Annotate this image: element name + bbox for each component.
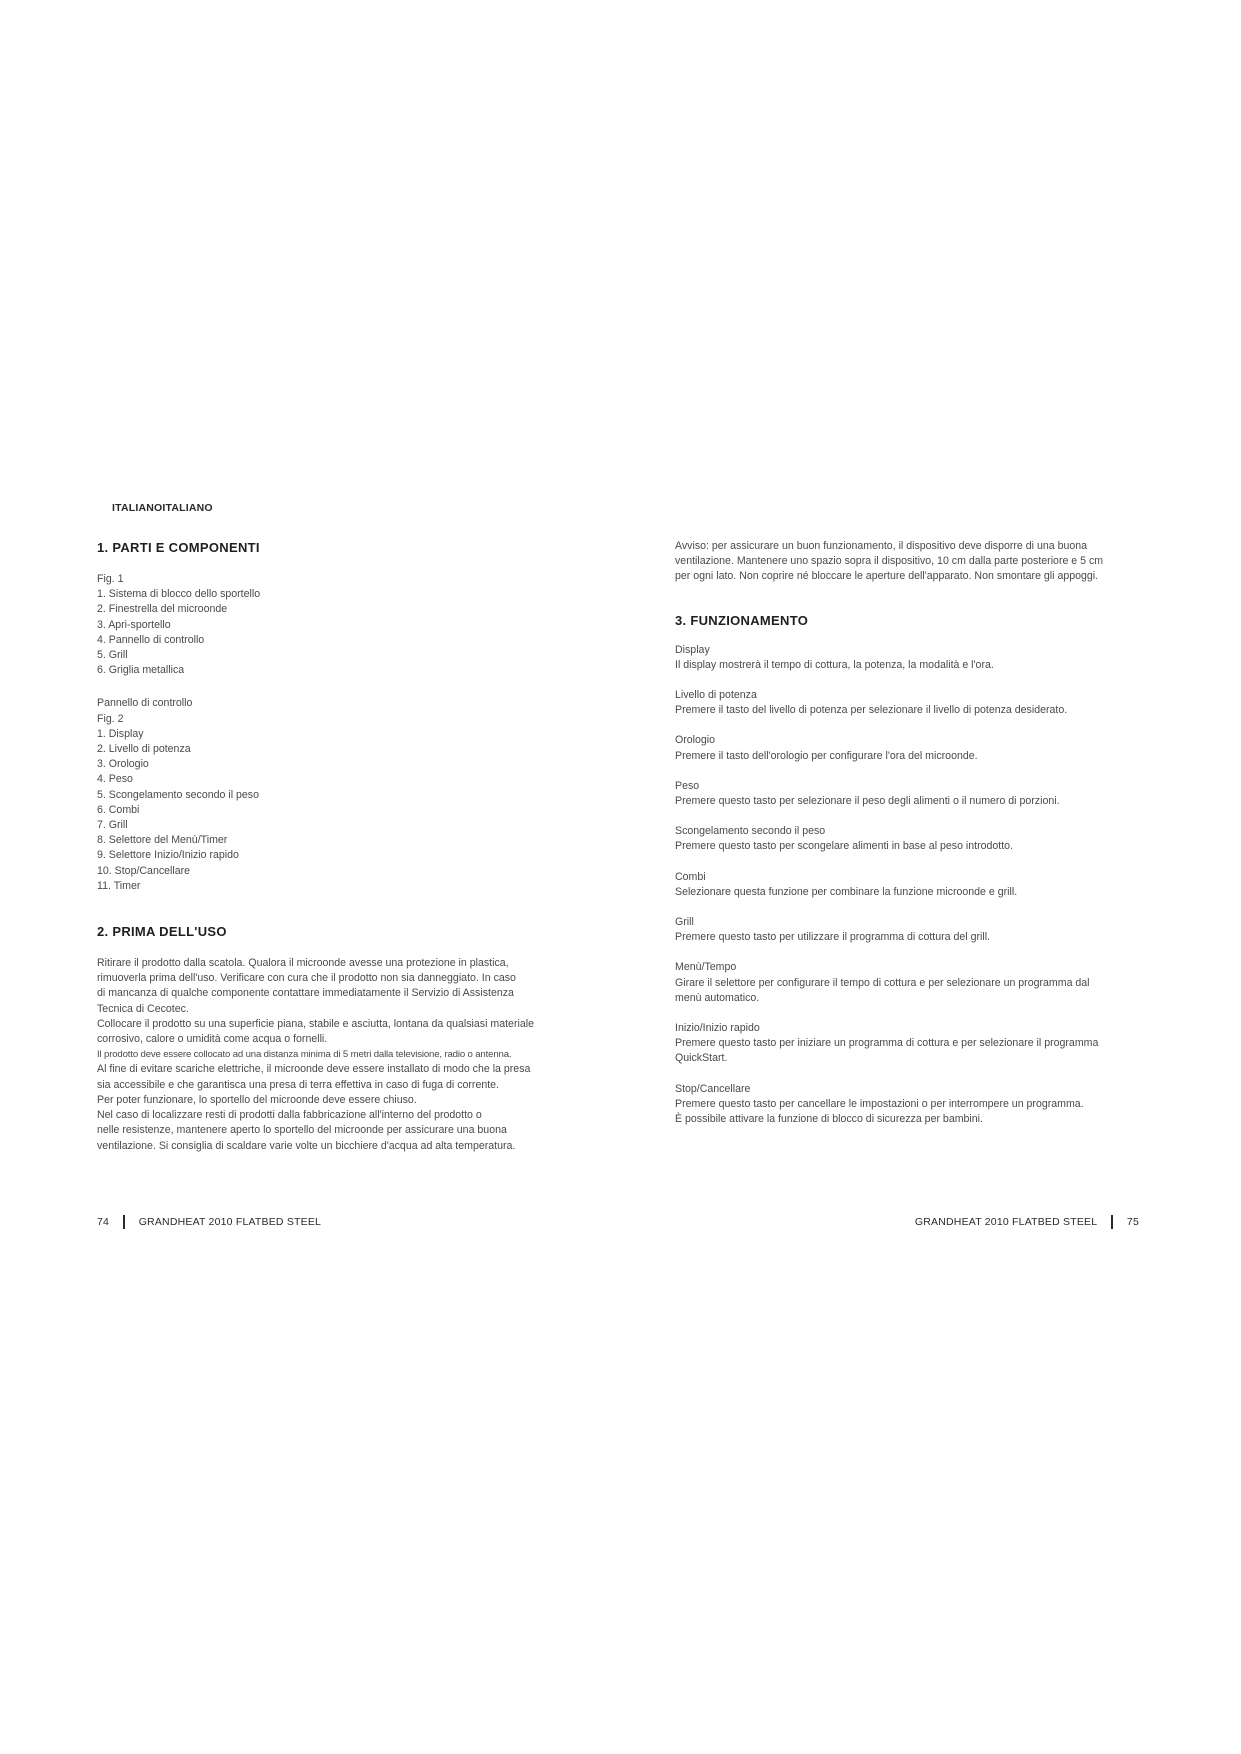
text-line: Nel caso di localizzare resti di prodotti dalla fabbricazione all'interno del prodotto o	[97, 1109, 482, 1122]
function-entry	[675, 824, 1145, 854]
list-item: 5. Scongelamento secondo il peso	[97, 788, 259, 801]
function-entry	[675, 870, 1145, 900]
list-item: 3. Orologio	[97, 758, 149, 771]
list-item: 4. Peso	[97, 773, 133, 786]
section-title-prima-uso: 2. PRIMA DELL'USO	[97, 924, 227, 940]
function-entry	[675, 733, 1145, 763]
parts-list	[97, 587, 567, 678]
function-label: Grill	[675, 916, 694, 929]
function-label: Stop/Cancellare	[675, 1082, 751, 1095]
function-description: menù automatico.	[675, 991, 760, 1004]
text-line: Al fine di evitare scariche elettriche, il microonde deve essere installato di modo che la presa	[97, 1063, 531, 1076]
list-item: 6. Combi	[97, 803, 140, 816]
list-item: 6. Griglia metallica	[97, 664, 185, 677]
function-label: Livello di potenza	[675, 689, 757, 702]
list-item: 7. Grill	[97, 819, 128, 832]
text-line: Collocare il prodotto su una superficie piana, stabile e asciutta, lontana da qualsiasi materiale	[97, 1017, 534, 1030]
fig1-label: Fig. 1	[97, 573, 124, 585]
list-item: 2. Livello di potenza	[97, 743, 191, 756]
function-entry	[675, 1021, 1145, 1067]
text-line: rimuoverla prima dell'uso. Verificare con cura che il prodotto non sia danneggiato. In caso	[97, 972, 516, 985]
function-entry	[675, 915, 1145, 945]
function-label: Display	[675, 643, 710, 656]
section-title-parti-componenti: 1. PARTI E COMPONENTI	[97, 540, 260, 555]
prima-uso-paragraph	[97, 956, 567, 1154]
list-item: 2. Finestrella del microonde	[97, 603, 228, 616]
function-label: Inizio/Inizio rapido	[675, 1022, 760, 1035]
footer-divider	[1111, 1215, 1113, 1229]
list-item: 8. Selettore del Menù/Timer	[97, 834, 228, 847]
text-line: ventilazione. Mantenere uno spazio sopra il dispositivo, 10 cm dalla parte posteriore e 5 cm	[675, 555, 1104, 568]
language-tag: ITALIANOITALIANO	[112, 502, 213, 514]
text-line: Ritirare il prodotto dalla scatola. Qualora il microonde avesse una protezione in plastica,	[97, 957, 509, 970]
page-number-left: 74	[97, 1216, 110, 1228]
text-line: nelle resistenze, mantenere aperto lo sportello del microonde per assicurare una buona	[97, 1124, 507, 1137]
function-label: Peso	[675, 779, 700, 792]
text-line: di mancanza di qualche componente contattare immediatamente il Servizio di Assistenza	[97, 987, 514, 1000]
footer-title-left: GRANDHEAT 2010 FLATBED STEEL	[138, 1216, 322, 1228]
function-label: Menù/Tempo	[675, 961, 737, 974]
page-number-right: 75	[1126, 1216, 1139, 1228]
section-title-funzionamento: 3. FUNZIONAMENTO	[675, 612, 809, 628]
panel-items-list	[97, 727, 567, 894]
footer-title-right: GRANDHEAT 2010 FLATBED STEEL	[914, 1216, 1098, 1228]
function-description: QuickStart.	[675, 1052, 728, 1065]
text-line: Tecnica di Cecotec.	[97, 1002, 189, 1015]
function-entry	[675, 643, 1145, 673]
list-item: 11. Timer	[97, 879, 141, 892]
text-line: sia accessibile e che garantisca una presa di terra effettiva in caso di fuga di corrente.	[97, 1078, 500, 1091]
footer-left	[97, 1215, 321, 1229]
function-label: Orologio	[675, 734, 716, 747]
list-item: 10. Stop/Cancellare	[97, 864, 191, 877]
text-line: corrosivo, calore o umidità come acqua o fornelli.	[97, 1033, 328, 1046]
function-entry	[675, 1082, 1145, 1128]
list-item: 1. Sistema di blocco dello sportello	[97, 588, 261, 601]
text-line: per ogni lato. Non coprire né bloccare le aperture dell'apparato. Non smontare gli appoggi.	[675, 570, 1099, 583]
list-item: 5. Grill	[97, 649, 128, 662]
function-label: Combi	[675, 870, 706, 883]
function-description: Premere questo tasto per iniziare un programma di cottura e per selezionare il programma	[675, 1037, 1099, 1050]
warning-paragraph	[675, 539, 1145, 585]
list-item: 1. Display	[97, 727, 144, 740]
function-entry	[675, 688, 1145, 718]
function-entry	[675, 779, 1145, 809]
text-line: ventilazione. Si consiglia di scaldare varie volte un bicchiere d'acqua ad alta temperatura.	[97, 1139, 516, 1152]
text-line: Avviso: per assicurare un buon funzionamento, il dispositivo deve disporre di una buona	[675, 540, 1088, 552]
function-entry	[675, 960, 1145, 1006]
function-description: Premere questo tasto per utilizzare il programma di cottura del grill.	[675, 931, 991, 944]
footer-right	[915, 1215, 1139, 1229]
function-description: Premere il tasto del livello di potenza per selezionare il livello di potenza desiderato.	[675, 704, 1068, 717]
left-column	[97, 540, 567, 1154]
function-description: Premere questo tasto per scongelare alimenti in base al peso introdotto.	[675, 840, 1014, 853]
function-description: Premere questo tasto per selezionare il peso degli alimenti o il numero di porzioni.	[675, 795, 1060, 808]
fig2-label: Fig. 2	[97, 712, 124, 725]
right-column	[675, 539, 1145, 1127]
function-description: Selezionare questa funzione per combinare la funzione microonde e grill.	[675, 885, 1018, 898]
list-item: 3. Apri-sportello	[97, 618, 171, 631]
function-description: Premere questo tasto per cancellare le impostazioni o per interrompere un programma.	[675, 1097, 1084, 1110]
function-description: Premere il tasto dell'orologio per configurare l'ora del microonde.	[675, 749, 978, 762]
text-line-small: Il prodotto deve essere collocato ad una distanza minima di 5 metri dalla televisione, radio o antenna.	[97, 1049, 512, 1061]
function-description: Girare il selettore per configurare il tempo di cottura e per selezionare un programma dal	[675, 976, 1090, 989]
footer-divider	[123, 1215, 125, 1229]
function-entries	[675, 643, 1145, 1128]
panel-label: Pannello di controllo	[97, 697, 193, 710]
list-item: 9. Selettore Inizio/Inizio rapido	[97, 849, 239, 862]
function-description: È possibile attivare la funzione di blocco di sicurezza per bambini.	[675, 1113, 983, 1126]
function-description: Il display mostrerà il tempo di cottura, la potenza, la modalità e l'ora.	[675, 658, 994, 671]
function-label: Scongelamento secondo il peso	[675, 825, 826, 838]
text-line: Per poter funzionare, lo sportello del microonde deve essere chiuso.	[97, 1093, 417, 1106]
list-item: 4. Pannello di controllo	[97, 633, 205, 646]
